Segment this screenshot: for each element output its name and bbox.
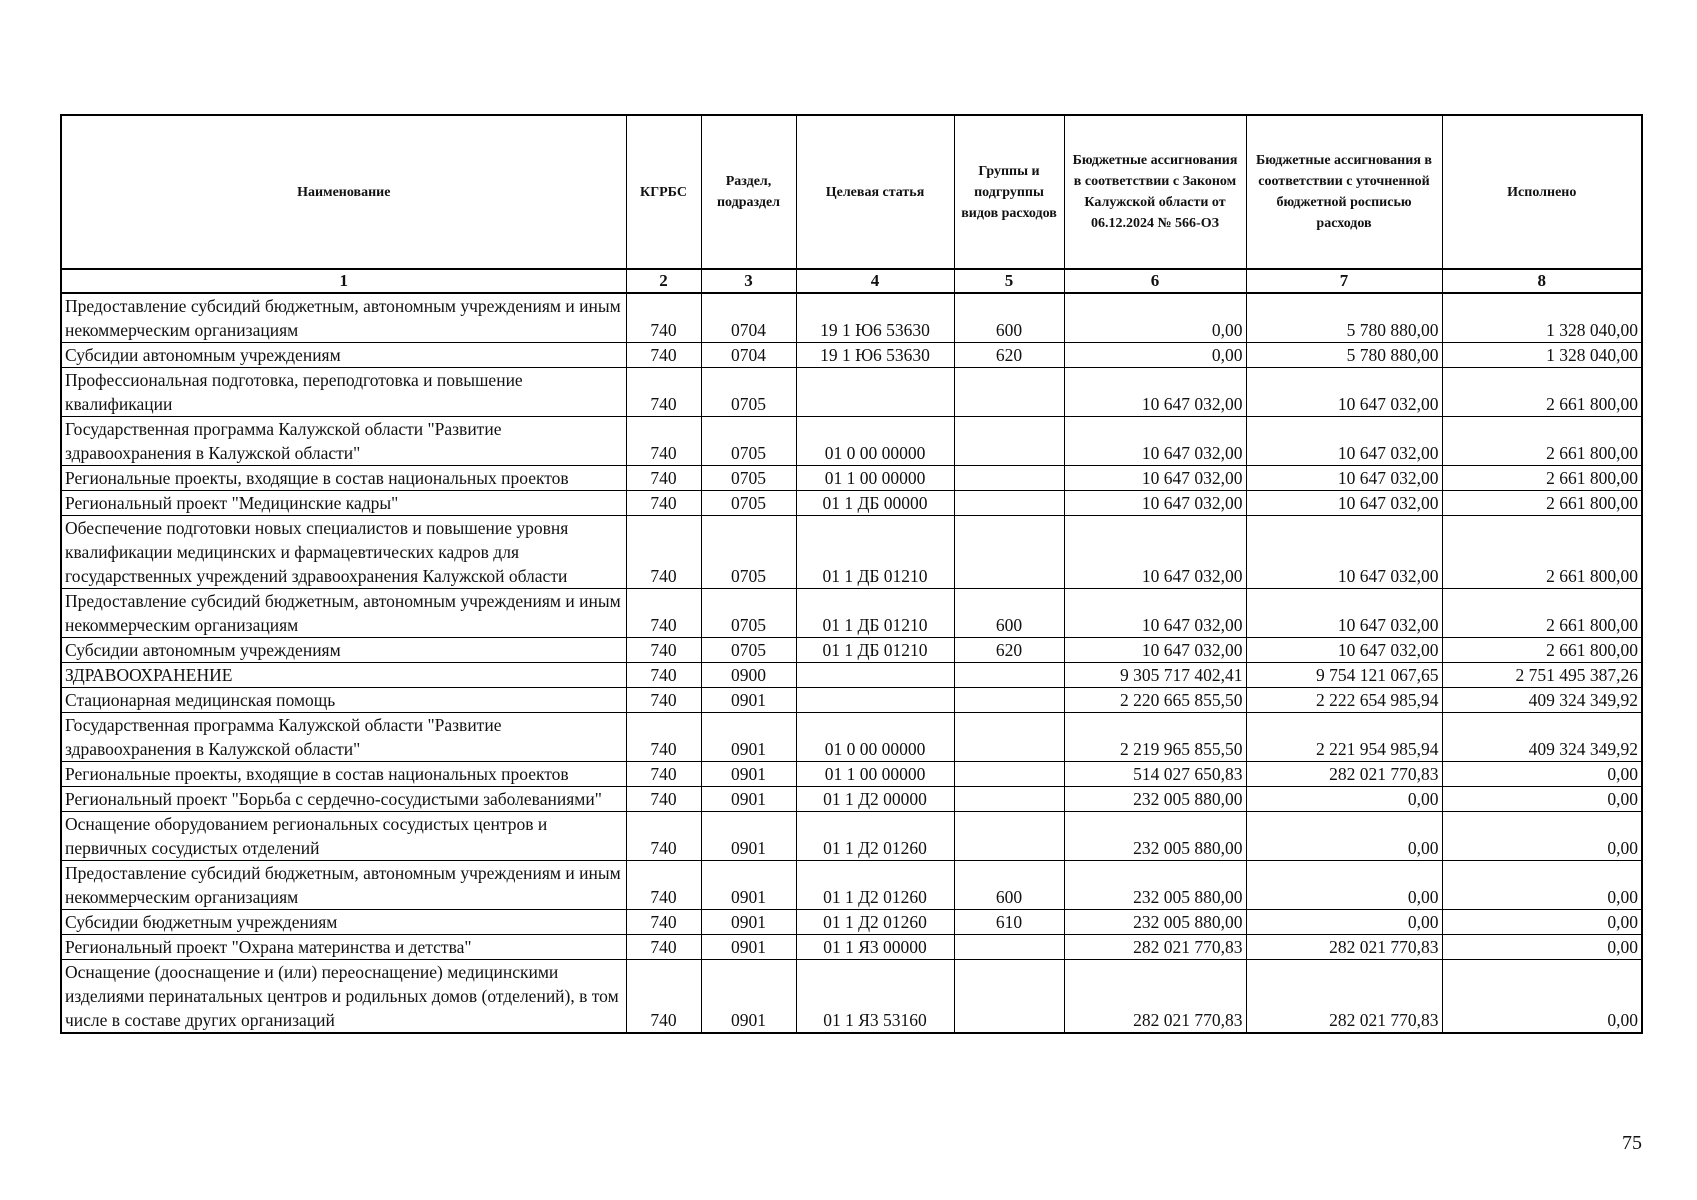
row-section: 0901 [701,812,796,861]
row-law-allocation: 10 647 032,00 [1064,589,1246,638]
row-expense-group [954,417,1064,466]
page-number: 75 [1622,1132,1642,1154]
row-executed: 0,00 [1442,861,1642,910]
row-section: 0704 [701,293,796,343]
row-law-allocation: 2 220 665 855,50 [1064,688,1246,713]
row-law-allocation: 9 305 717 402,41 [1064,663,1246,688]
row-kgrbs: 740 [626,910,701,935]
row-target-article: 01 1 ДБ 01210 [796,638,954,663]
row-expense-group [954,516,1064,589]
row-executed: 0,00 [1442,762,1642,787]
budget-execution-table [60,114,1643,1034]
row-expense-group [954,688,1064,713]
column-number: 4 [796,269,954,293]
column-number: 6 [1064,269,1246,293]
row-law-allocation: 232 005 880,00 [1064,812,1246,861]
row-section: 0705 [701,589,796,638]
row-law-allocation: 0,00 [1064,343,1246,368]
row-name: Региональные проекты, входящие в состав национальных проектов [61,466,626,491]
table-row [61,343,1642,368]
row-expense-group [954,368,1064,417]
row-name: Региональный проект "Борьба с сердечно-сосудистыми заболеваниями" [61,787,626,812]
header-name: Наименование [61,115,626,269]
row-executed: 2 661 800,00 [1442,466,1642,491]
row-kgrbs: 740 [626,638,701,663]
row-name: Оснащение (дооснащение и (или) переоснащение) медицинскими изделиями перинатальных центров и родильных домов (отделений), в том числе в составе других организаций [61,960,626,1034]
table-row [61,589,1642,638]
column-number: 7 [1246,269,1442,293]
table-row [61,861,1642,910]
row-expense-group [954,713,1064,762]
budget-table-container [60,114,1641,1034]
row-expense-group [954,935,1064,960]
table-row [61,787,1642,812]
row-target-article [796,368,954,417]
column-number: 1 [61,269,626,293]
row-law-allocation: 2 219 965 855,50 [1064,713,1246,762]
row-expense-group: 620 [954,343,1064,368]
row-kgrbs: 740 [626,960,701,1034]
row-executed: 2 661 800,00 [1442,417,1642,466]
table-header-row [61,115,1642,269]
row-section: 0704 [701,343,796,368]
row-law-allocation: 232 005 880,00 [1064,861,1246,910]
row-refined-allocation: 2 221 954 985,94 [1246,713,1442,762]
row-refined-allocation: 5 780 880,00 [1246,293,1442,343]
row-section: 0901 [701,762,796,787]
row-law-allocation: 10 647 032,00 [1064,417,1246,466]
row-refined-allocation: 9 754 121 067,65 [1246,663,1442,688]
row-kgrbs: 740 [626,466,701,491]
column-number-row [61,269,1642,293]
row-section: 0705 [701,368,796,417]
header-target-article: Целевая статья [796,115,954,269]
row-executed: 409 324 349,92 [1442,713,1642,762]
row-name: Субсидии автономным учреждениям [61,343,626,368]
row-refined-allocation: 0,00 [1246,910,1442,935]
row-expense-group [954,812,1064,861]
row-executed: 1 328 040,00 [1442,293,1642,343]
row-target-article: 01 1 Д2 01260 [796,910,954,935]
row-name: Государственная программа Калужской области "Развитие здравоохранения в Калужской области" [61,417,626,466]
row-executed: 0,00 [1442,910,1642,935]
row-refined-allocation: 10 647 032,00 [1246,491,1442,516]
row-law-allocation: 282 021 770,83 [1064,960,1246,1034]
row-executed: 2 661 800,00 [1442,491,1642,516]
table-row [61,960,1642,1034]
row-law-allocation: 0,00 [1064,293,1246,343]
row-executed: 1 328 040,00 [1442,343,1642,368]
row-kgrbs: 740 [626,343,701,368]
row-refined-allocation: 5 780 880,00 [1246,343,1442,368]
row-law-allocation: 232 005 880,00 [1064,787,1246,812]
row-target-article [796,663,954,688]
row-target-article: 01 1 Я3 53160 [796,960,954,1034]
row-law-allocation: 10 647 032,00 [1064,638,1246,663]
row-target-article: 01 1 00 00000 [796,762,954,787]
row-kgrbs: 740 [626,861,701,910]
row-section: 0901 [701,935,796,960]
row-executed: 409 324 349,92 [1442,688,1642,713]
row-refined-allocation: 10 647 032,00 [1246,516,1442,589]
row-target-article: 01 1 Д2 01260 [796,812,954,861]
header-kgrbs: КГРБС [626,115,701,269]
header-executed: Исполнено [1442,115,1642,269]
row-target-article: 01 1 ДБ 00000 [796,491,954,516]
table-row [61,663,1642,688]
row-expense-group: 620 [954,638,1064,663]
row-section: 0705 [701,638,796,663]
row-kgrbs: 740 [626,589,701,638]
row-refined-allocation: 0,00 [1246,861,1442,910]
column-number: 8 [1442,269,1642,293]
column-number: 2 [626,269,701,293]
row-section: 0900 [701,663,796,688]
row-kgrbs: 740 [626,935,701,960]
table-row [61,491,1642,516]
row-name: Субсидии бюджетным учреждениям [61,910,626,935]
table-row [61,638,1642,663]
row-executed: 0,00 [1442,935,1642,960]
row-section: 0901 [701,861,796,910]
row-expense-group [954,491,1064,516]
table-row [61,713,1642,762]
table-row [61,516,1642,589]
table-row [61,910,1642,935]
row-kgrbs: 740 [626,762,701,787]
table-row [61,935,1642,960]
row-refined-allocation: 10 647 032,00 [1246,589,1442,638]
row-expense-group: 600 [954,861,1064,910]
row-kgrbs: 740 [626,491,701,516]
row-law-allocation: 282 021 770,83 [1064,935,1246,960]
row-section: 0901 [701,713,796,762]
row-expense-group: 610 [954,910,1064,935]
header-section: Раздел, подраздел [701,115,796,269]
row-section: 0705 [701,516,796,589]
row-refined-allocation: 0,00 [1246,812,1442,861]
row-target-article: 01 1 ДБ 01210 [796,589,954,638]
row-expense-group [954,762,1064,787]
row-section: 0705 [701,466,796,491]
row-kgrbs: 740 [626,516,701,589]
row-refined-allocation: 10 647 032,00 [1246,466,1442,491]
row-section: 0901 [701,787,796,812]
row-kgrbs: 740 [626,663,701,688]
row-target-article: 01 0 00 00000 [796,417,954,466]
table-row [61,417,1642,466]
row-law-allocation: 10 647 032,00 [1064,516,1246,589]
table-row [61,812,1642,861]
row-expense-group: 600 [954,589,1064,638]
column-number: 3 [701,269,796,293]
row-executed: 2 661 800,00 [1442,589,1642,638]
row-executed: 0,00 [1442,787,1642,812]
row-target-article: 01 1 Я3 00000 [796,935,954,960]
row-law-allocation: 10 647 032,00 [1064,491,1246,516]
row-executed: 2 661 800,00 [1442,368,1642,417]
row-expense-group: 600 [954,293,1064,343]
header-expense-groups: Группы и подгруппы видов расходов [954,115,1064,269]
table-row [61,368,1642,417]
row-section: 0901 [701,960,796,1034]
table-row [61,466,1642,491]
row-kgrbs: 740 [626,368,701,417]
row-law-allocation: 514 027 650,83 [1064,762,1246,787]
row-refined-allocation: 10 647 032,00 [1246,417,1442,466]
row-name: Региональные проекты, входящие в состав национальных проектов [61,762,626,787]
row-executed: 2 661 800,00 [1442,516,1642,589]
row-name: Субсидии автономным учреждениям [61,638,626,663]
row-name: Предоставление субсидий бюджетным, автономным учреждениям и иным некоммерческим организациям [61,589,626,638]
row-kgrbs: 740 [626,417,701,466]
header-law-allocations: Бюджетные ассигнования в соответствии с Законом Калужской области от 06.12.2024 № 566-ОЗ [1064,115,1246,269]
row-refined-allocation: 282 021 770,83 [1246,762,1442,787]
row-section: 0705 [701,491,796,516]
row-name: Обеспечение подготовки новых специалистов и повышение уровня квалификации медицинских и фармацевтических кадров для государственных учреждений здравоохранения Калужской области [61,516,626,589]
row-target-article: 01 1 ДБ 01210 [796,516,954,589]
table-body [61,293,1642,1033]
row-name: Региональный проект "Медицинские кадры" [61,491,626,516]
row-expense-group [954,787,1064,812]
row-refined-allocation: 10 647 032,00 [1246,638,1442,663]
table-row [61,688,1642,713]
row-executed: 2 751 495 387,26 [1442,663,1642,688]
row-expense-group [954,466,1064,491]
row-name: Региональный проект "Охрана материнства и детства" [61,935,626,960]
row-refined-allocation: 2 222 654 985,94 [1246,688,1442,713]
row-target-article [796,688,954,713]
table-row [61,293,1642,343]
row-refined-allocation: 10 647 032,00 [1246,368,1442,417]
row-expense-group [954,960,1064,1034]
row-section: 0901 [701,688,796,713]
row-refined-allocation: 282 021 770,83 [1246,960,1442,1034]
row-law-allocation: 10 647 032,00 [1064,466,1246,491]
row-name: Стационарная медицинская помощь [61,688,626,713]
row-name: Предоставление субсидий бюджетным, автономным учреждениям и иным некоммерческим организациям [61,861,626,910]
row-name: Оснащение оборудованием региональных сосудистых центров и первичных сосудистых отделений [61,812,626,861]
table-row [61,762,1642,787]
row-target-article: 01 0 00 00000 [796,713,954,762]
row-target-article: 19 1 Ю6 53630 [796,293,954,343]
row-section: 0901 [701,910,796,935]
row-target-article: 01 1 00 00000 [796,466,954,491]
row-executed: 0,00 [1442,812,1642,861]
row-executed: 2 661 800,00 [1442,638,1642,663]
row-executed: 0,00 [1442,960,1642,1034]
header-refined-allocations: Бюджетные ассигнования в соответствии с уточненной бюджетной росписью расходов [1246,115,1442,269]
row-target-article: 19 1 Ю6 53630 [796,343,954,368]
column-number: 5 [954,269,1064,293]
row-kgrbs: 740 [626,688,701,713]
row-section: 0705 [701,417,796,466]
row-name: ЗДРАВООХРАНЕНИЕ [61,663,626,688]
row-kgrbs: 740 [626,293,701,343]
row-law-allocation: 232 005 880,00 [1064,910,1246,935]
row-kgrbs: 740 [626,812,701,861]
row-refined-allocation: 282 021 770,83 [1246,935,1442,960]
row-law-allocation: 10 647 032,00 [1064,368,1246,417]
row-name: Предоставление субсидий бюджетным, автономным учреждениям и иным некоммерческим организациям [61,293,626,343]
row-expense-group [954,663,1064,688]
row-refined-allocation: 0,00 [1246,787,1442,812]
row-target-article: 01 1 Д2 00000 [796,787,954,812]
row-target-article: 01 1 Д2 01260 [796,861,954,910]
row-kgrbs: 740 [626,787,701,812]
row-kgrbs: 740 [626,713,701,762]
row-name: Государственная программа Калужской области "Развитие здравоохранения в Калужской области" [61,713,626,762]
row-name: Профессиональная подготовка, переподготовка и повышение квалификации [61,368,626,417]
